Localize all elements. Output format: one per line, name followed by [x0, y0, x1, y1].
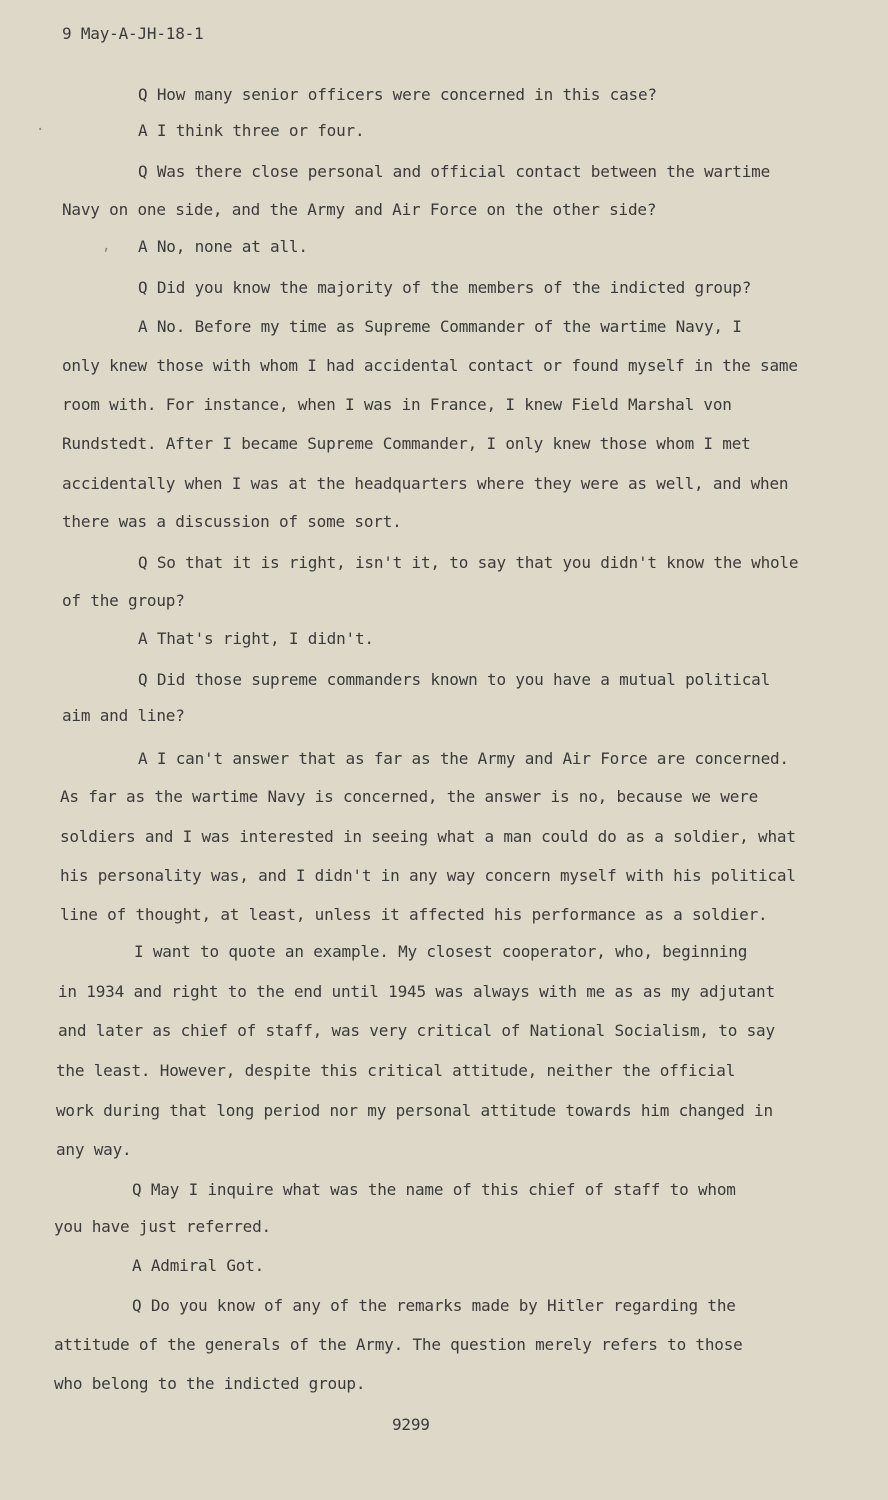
- transcript-line: Q So that it is right, isn't it, to say that you didn't know the whole: [138, 553, 799, 572]
- transcript-line: who belong to the indicted group.: [54, 1374, 366, 1393]
- transcript-line: Navy on one side, and the Army and Air Force on the other side?: [62, 200, 657, 219]
- margin-mark: ·: [36, 122, 45, 138]
- transcript-line: any way.: [56, 1140, 132, 1159]
- transcript-line: Q May I inquire what was the name of this chief of staff to whom: [132, 1180, 736, 1199]
- transcript-line: of the group?: [62, 591, 185, 610]
- transcript-line: and later as chief of staff, was very critical of National Socialism, to say: [58, 1021, 775, 1040]
- transcript-line: A That's right, I didn't.: [138, 629, 374, 648]
- transcript-line: room with. For instance, when I was in France, I knew Field Marshal von: [62, 395, 732, 414]
- transcript-line: Q Did you know the majority of the members of the indicted group?: [138, 278, 752, 297]
- transcript-line: A No, none at all.: [138, 237, 308, 256]
- transcript-line: A I can't answer that as far as the Army and Air Force are concerned.: [138, 749, 789, 768]
- transcript-line: soldiers and I was interested in seeing what a man could do as a soldier, what: [60, 827, 796, 846]
- document-header: 9 May-A-JH-18-1: [62, 24, 204, 43]
- transcript-line: As far as the wartime Navy is concerned, the answer is no, because we were: [60, 787, 759, 806]
- transcript-line: Rundstedt. After I became Supreme Commander, I only knew those whom I met: [62, 434, 751, 453]
- margin-mark: ,: [102, 238, 111, 254]
- transcript-line: A I think three or four.: [138, 121, 365, 140]
- transcript-line: attitude of the generals of the Army. The question merely refers to those: [54, 1335, 743, 1354]
- transcript-line: you have just referred.: [54, 1217, 271, 1236]
- transcript-line: line of thought, at least, unless it affected his performance as a soldier.: [60, 905, 768, 924]
- transcript-line: his personality was, and I didn't in any way concern myself with his political: [60, 866, 796, 885]
- transcript-line: in 1934 and right to the end until 1945 was always with me as as my adjutant: [58, 982, 775, 1001]
- transcript-line: Q How many senior officers were concerned in this case?: [138, 85, 657, 104]
- transcript-line: I want to quote an example. My closest cooperator, who, beginning: [134, 942, 748, 961]
- transcript-line: there was a discussion of some sort.: [62, 512, 402, 531]
- transcript-line: only knew those with whom I had accidental contact or found myself in the same: [62, 356, 798, 375]
- transcript-line: Q Was there close personal and official contact between the wartime: [138, 162, 770, 181]
- transcript-line: Q Did those supreme commanders known to you have a mutual political: [138, 670, 770, 689]
- transcript-line: work during that long period nor my personal attitude towards him changed in: [56, 1101, 773, 1120]
- transcript-line: accidentally when I was at the headquarters where they were as well, and when: [62, 474, 789, 493]
- transcript-line: Q Do you know of any of the remarks made by Hitler regarding the: [132, 1296, 736, 1315]
- transcript-line: the least. However, despite this critical attitude, neither the official: [56, 1061, 736, 1080]
- transcript-line: A No. Before my time as Supreme Commander of the wartime Navy, I: [138, 317, 742, 336]
- transcript-line: aim and line?: [62, 706, 185, 725]
- transcript-line: A Admiral Got.: [132, 1256, 265, 1275]
- page-number: 9299: [392, 1415, 430, 1434]
